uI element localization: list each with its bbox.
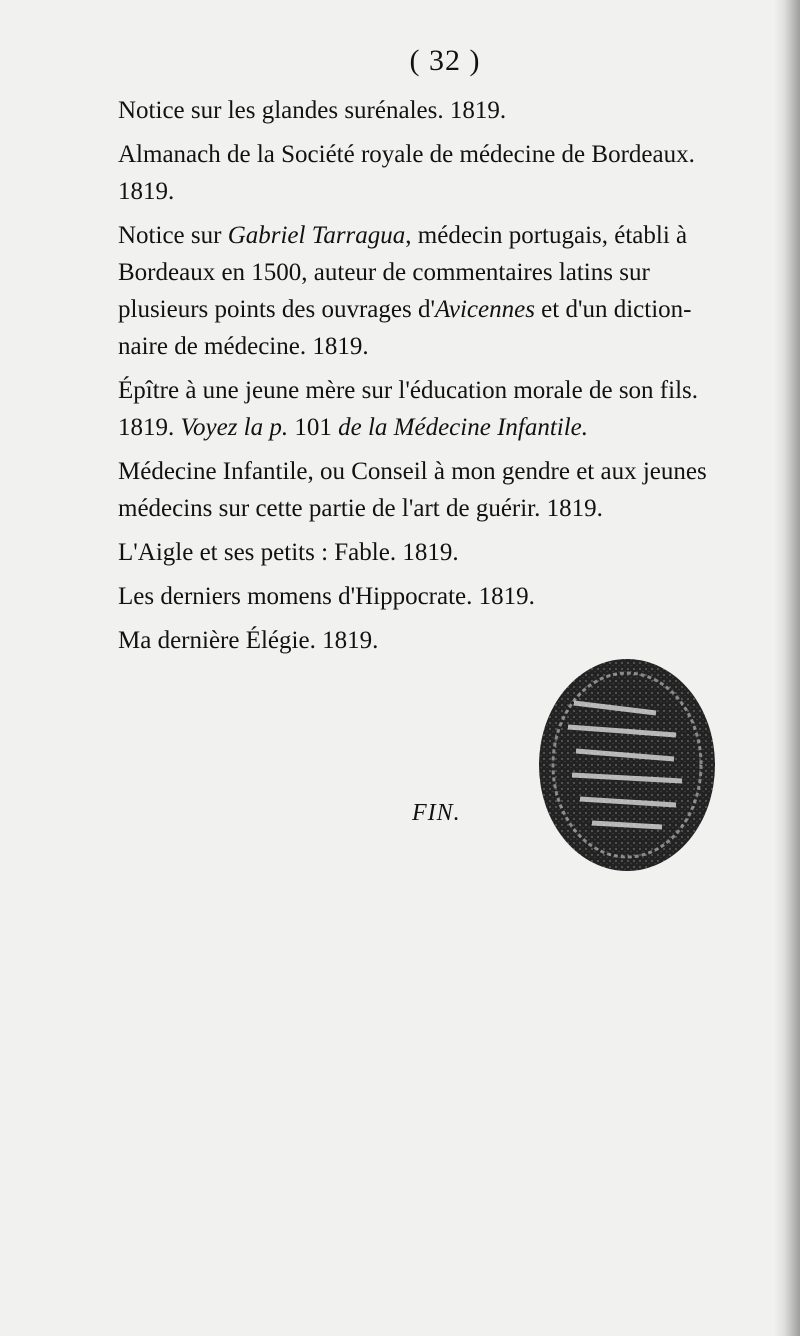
entry-line: Notice sur Gabriel Tarragua, médecin portugais, établi à xyxy=(118,222,688,249)
bibliography-entry xyxy=(118,372,768,446)
entry-line: Les derniers momens d'Hippocrate. 1819. xyxy=(118,583,535,610)
entry-line: Médecine Infantile, ou Conseil à mon gendre et aux jeunes xyxy=(118,458,707,485)
entry-line: Bordeaux en 1500, auteur de commentaires latins sur xyxy=(118,259,650,286)
italic-title: Voyez la p. xyxy=(180,414,289,441)
italic-title: de la Médecine Infantile. xyxy=(338,414,589,441)
bibliography-entry xyxy=(118,534,768,571)
library-stamp xyxy=(536,655,718,875)
entry-line: L'Aigle et ses petits : Fable. 1819. xyxy=(118,539,459,566)
entry-line: naire de médecine. 1819. xyxy=(118,333,369,360)
entry-line: 1819. Voyez la p. 101 de la Médecine Infantile. xyxy=(118,414,589,441)
bibliography-entry xyxy=(118,136,768,210)
bibliography-entry xyxy=(118,217,768,365)
bibliography-entry xyxy=(118,622,768,659)
bibliography-list xyxy=(118,92,768,666)
entry-line: Almanach de la Société royale de médecine de Bordeaux. xyxy=(118,141,695,168)
entry-line: Notice sur les glandes surénales. 1819. xyxy=(118,97,507,124)
entry-line: Épître à une jeune mère sur l'éducation morale de son fils. xyxy=(118,377,698,404)
bibliography-entry xyxy=(118,453,768,527)
bibliography-entry xyxy=(118,92,768,129)
entry-line: Ma dernière Élégie. 1819. xyxy=(118,627,379,654)
end-mark: FIN. xyxy=(412,800,461,826)
italic-title: Avicennes xyxy=(434,296,535,323)
entry-line: médecins sur cette partie de l'art de guérir. 1819. xyxy=(118,495,603,522)
bibliography-entry xyxy=(118,578,768,615)
italic-title: Gabriel Tarragua xyxy=(227,222,406,249)
entry-line: 1819. xyxy=(118,178,175,205)
page-number: ( 32 ) xyxy=(409,44,481,77)
stamp-outer-ring xyxy=(539,659,715,871)
page-edge-shadow xyxy=(774,0,800,1336)
entry-line: plusieurs points des ouvrages d'Avicennes et d'un diction- xyxy=(118,296,692,323)
